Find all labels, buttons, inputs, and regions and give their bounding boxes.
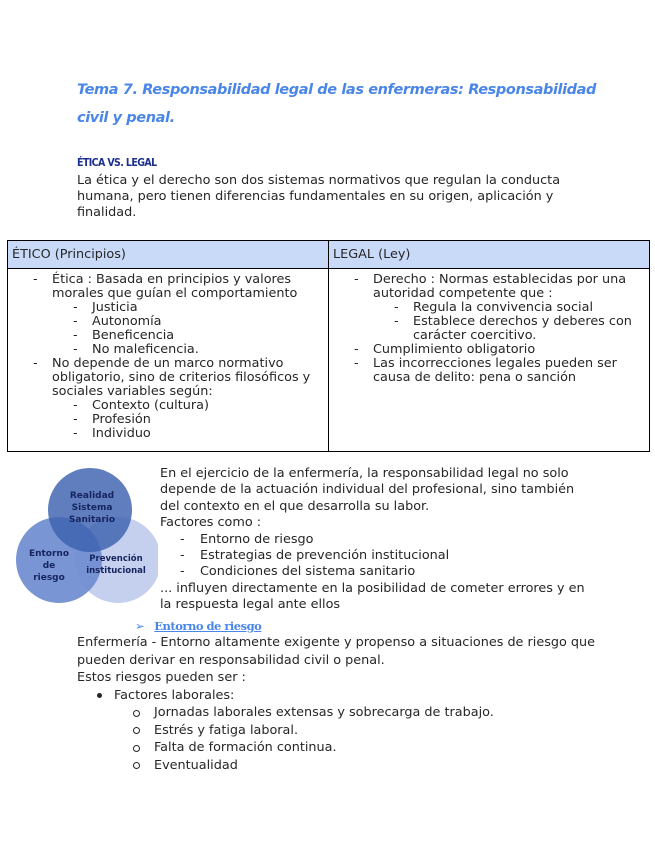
venn-label-top-1: Realidad (69, 491, 115, 501)
subheading-text: Entorno de riesgo (154, 619, 262, 633)
context-intro: En el ejercicio de la enfermería, la responsabilidad legal no solo depende de la actuación individual del profesional, sino también del contexto en el que desarrolla su labor. (160, 466, 575, 514)
list-item: - Regula la convivencia social (333, 301, 645, 315)
list-item: - Beneficencia (12, 329, 324, 343)
list-item: - Establece derechos y deberes con carácter coercitivo. (333, 315, 645, 343)
venn-label-left-1: Entorno (28, 549, 70, 559)
venn-label-top-2: Sistema (71, 503, 113, 513)
list-item: - Las incorrecciones legales pueden ser causa de delito: pena o sanción (333, 357, 645, 385)
factors-label: Factores como : (160, 515, 262, 531)
table-row (8, 269, 650, 452)
list-item: - Justicia (12, 301, 324, 315)
list-item: - Autonomía (12, 315, 324, 329)
section-heading: ÉTICA VS. LEGAL (77, 157, 157, 169)
header-legal: LEGAL (Ley) (329, 241, 650, 269)
arrow-icon: ➢ (135, 619, 145, 633)
list-item: Falta de formación continua. (77, 739, 597, 757)
venn-label-right-1: Prevención (89, 554, 143, 564)
list-item: - Cumplimiento obligatorio (333, 343, 645, 357)
list-item: - Entorno de riesgo (160, 532, 590, 548)
list-item: - Individuo (12, 427, 324, 441)
list-item: - Estrategias de prevención institucional (160, 548, 590, 564)
header-etico: ÉTICO (Principios) (8, 241, 329, 269)
intro-paragraph: La ética y el derecho son dos sistemas normativos que regulan la conducta humana, pero tienen diferencias fundamentales en su origen, aplicación y finalidad. (77, 173, 561, 220)
list-item: Estrés y fatiga laboral. (77, 722, 597, 740)
list-item: Jornadas laborales extensas y sobrecarga de trabajo. (77, 704, 597, 722)
venn-diagram (12, 468, 158, 606)
list-item: Eventualidad (77, 757, 597, 775)
risk-intro: Enfermería - Entorno altamente exigente y propenso a situaciones de riesgo que pueden derivar en responsabilidad civil o penal. (77, 635, 595, 668)
list-item: - Ética : Basada en principios y valores morales que guían el comportamiento (12, 273, 324, 301)
context-paragraph (160, 466, 590, 614)
list-item: - Profesión (12, 413, 324, 427)
etico-column (8, 269, 329, 452)
subheading-entorno (135, 619, 261, 634)
list-item: - No maleficencia. (12, 343, 324, 357)
venn-label-top-3: Sanitario (68, 515, 116, 525)
legal-column (329, 269, 650, 452)
page-title (77, 76, 597, 132)
list-item: - Contexto (cultura) (12, 399, 324, 413)
risk-paragraph (77, 634, 597, 774)
venn-label-left-3: riesgo (33, 573, 65, 583)
table-header-row (8, 241, 650, 269)
title-line-2: civil y penal. (77, 110, 175, 126)
context-closing: ... influyen directamente en la posibilidad de cometer errores y en la respuesta legal ante ellos (160, 580, 585, 613)
list-item: - Condiciones del sistema sanitario (160, 564, 590, 580)
venn-label-left-2: de (42, 561, 56, 571)
list-item: - Derecho : Normas establecidas por una autoridad competente que : (333, 273, 645, 301)
list-item: Factores laborales: (77, 687, 597, 705)
list-item: - No depende de un marco normativo obligatorio, sino de criterios filosóficos y sociales variables según: (12, 357, 324, 399)
title-line-1: Tema 7. Responsabilidad legal de las enfermeras: Responsabilidad (77, 82, 597, 98)
comparison-table (7, 240, 650, 452)
risk-label: Estos riesgos pueden ser : (77, 670, 246, 685)
venn-label-right-2: institucional (86, 566, 146, 576)
